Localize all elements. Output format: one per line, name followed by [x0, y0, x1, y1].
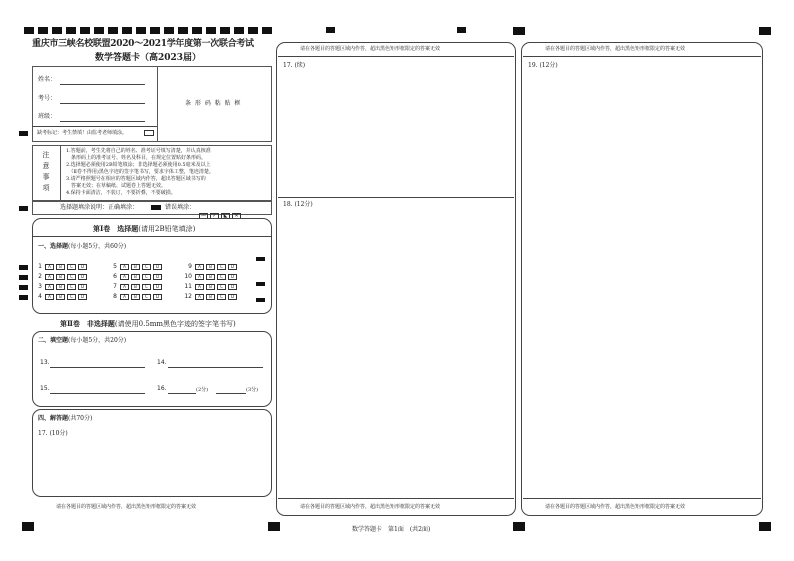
class-label: 班级：: [38, 113, 57, 120]
option-bubble[interactable]: B: [131, 294, 140, 300]
option-bubble[interactable]: C: [67, 274, 76, 280]
q17-cont-area[interactable]: [278, 57, 514, 197]
timing-mark: [513, 522, 525, 531]
option-bubble[interactable]: C: [67, 264, 76, 270]
q16-answer-line-2[interactable]: [216, 393, 246, 394]
option-bubble[interactable]: D: [78, 264, 87, 270]
option-bubble[interactable]: C: [217, 294, 226, 300]
section1-separator: [32, 236, 272, 237]
option-bubble[interactable]: D: [228, 294, 237, 300]
middle-footer-note: 请在各题目的答题区域内作答，超出黑色矩形框限定的答案无效: [300, 504, 441, 510]
class-field[interactable]: [60, 121, 145, 122]
option-bubble[interactable]: D: [228, 284, 237, 290]
section1-title: 第Ⅰ卷 选择题(请用2B铅笔填涂): [93, 224, 196, 233]
q13-label: 13.: [40, 359, 50, 366]
right-footer-separator: [523, 498, 761, 499]
q19-label: 19. (12分): [528, 62, 558, 69]
q18-label: 18. (12分): [283, 201, 313, 208]
option-bubble[interactable]: C: [217, 264, 226, 270]
option-bubble[interactable]: A: [195, 264, 204, 270]
option-bubble[interactable]: C: [142, 264, 151, 270]
option-bubble[interactable]: B: [206, 274, 215, 280]
option-bubble[interactable]: A: [45, 294, 54, 300]
timing-mark: [19, 295, 28, 300]
timing-marks-top: [24, 27, 274, 34]
timing-mark: [759, 27, 771, 35]
solve-title: 四、解答题(共70分): [38, 415, 93, 422]
notice-line: 4.保持卡面清洁，不装订，不要折叠，不要破损。: [66, 190, 176, 196]
page-footer: 数学答题卡 第1面 (共2面): [352, 526, 431, 533]
option-bubble[interactable]: B: [56, 274, 65, 280]
option-bubble[interactable]: B: [131, 284, 140, 290]
q16-label: 16.: [157, 385, 167, 392]
absent-separator: [32, 126, 157, 127]
option-bubble[interactable]: B: [206, 284, 215, 290]
exam-title: 重庆市三峡名校联盟2020～2021学年度第一次联合考试: [32, 39, 254, 49]
option-bubble[interactable]: C: [67, 284, 76, 290]
q16-part2: (3分): [246, 387, 259, 393]
q17-label: 17. (10分): [38, 430, 68, 437]
option-bubble[interactable]: D: [228, 274, 237, 280]
timing-mark: [256, 282, 265, 286]
option-bubble[interactable]: A: [195, 294, 204, 300]
option-bubble[interactable]: D: [153, 264, 162, 270]
exam-no-label: 考号：: [38, 95, 57, 102]
q17-cont-label: 17. (续): [283, 62, 306, 69]
option-bubble[interactable]: A: [120, 264, 129, 270]
option-bubble[interactable]: C: [67, 294, 76, 300]
timing-mark: [457, 27, 466, 33]
option-bubble[interactable]: A: [45, 274, 54, 280]
notice-line: （Ⅱ卷不得用)黑色字迹的签字笔书写，要求字体工整，笔迹清楚。: [66, 169, 214, 175]
right-footer-note: 请在各题目的答题区域内作答，超出黑色矩形框限定的答案无效: [545, 504, 686, 510]
notice-line: 2.选择题必须使用2B铅笔填涂；非选择题必须使用0.5毫米及以上: [66, 162, 211, 168]
timing-mark: [19, 131, 28, 136]
option-bubble[interactable]: D: [78, 284, 87, 290]
option-bubble[interactable]: C: [142, 294, 151, 300]
fill-correct-label: 选择题填涂说明：正确填涂：: [60, 204, 139, 211]
option-bubble[interactable]: B: [206, 294, 215, 300]
choice-part-title: 一、选择题(每小题5分，共60分): [38, 243, 127, 250]
q14-label: 14.: [157, 359, 167, 366]
timing-mark: [19, 285, 28, 290]
section2-title: 第Ⅱ卷 非选择题(请使用0.5mm黑色字迹的签字笔书写): [60, 319, 236, 328]
correct-fill-sample: [151, 205, 161, 210]
wrong-fill-samples: — ✓ ◣ ✕: [199, 205, 243, 224]
notice-title: 注 意 事 项: [42, 151, 50, 192]
q19-area[interactable]: [523, 57, 761, 498]
option-bubble[interactable]: A: [45, 264, 54, 270]
timing-mark: [19, 275, 28, 280]
option-bubble[interactable]: D: [153, 294, 162, 300]
fill-wrong-label: 错误填涂：: [165, 204, 196, 211]
option-bubble[interactable]: B: [56, 294, 65, 300]
middle-header-note: 请在各题目的答题区域内作答，超出黑色矩形框限定的答案无效: [300, 46, 441, 52]
timing-mark: [19, 206, 28, 211]
notice-line: 答案无效；在草稿纸、试题卷上答题无效。: [66, 183, 167, 189]
option-bubble[interactable]: C: [217, 284, 226, 290]
option-bubble[interactable]: D: [153, 274, 162, 280]
option-bubble[interactable]: C: [142, 274, 151, 280]
exam-subtitle: 数学答题卡（高2023届）: [95, 53, 202, 63]
option-bubble[interactable]: C: [217, 274, 226, 280]
timing-mark: [268, 522, 280, 531]
option-bubble[interactable]: D: [153, 284, 162, 290]
timing-mark: [22, 522, 34, 531]
option-bubble[interactable]: A: [120, 294, 129, 300]
q13-answer-line[interactable]: [50, 367, 145, 368]
notice-divider: [60, 145, 61, 201]
timing-mark: [19, 265, 28, 270]
timing-mark: [513, 27, 525, 35]
option-bubble[interactable]: D: [228, 264, 237, 270]
option-bubble[interactable]: A: [45, 284, 54, 290]
option-bubble[interactable]: B: [206, 264, 215, 270]
q18-area[interactable]: [278, 198, 514, 498]
right-header-note: 请在各题目的答题区域内作答，超出黑色矩形框限定的答案无效: [545, 46, 686, 52]
option-bubble[interactable]: A: [120, 274, 129, 280]
q14-answer-line[interactable]: [168, 367, 263, 368]
option-bubble[interactable]: A: [195, 284, 204, 290]
name-field[interactable]: [60, 84, 145, 85]
notice-line: 条形码上的准考证号、姓名及科目，在规定位置贴好条形码。: [66, 155, 207, 161]
option-bubble[interactable]: B: [56, 264, 65, 270]
q15-answer-line[interactable]: [50, 393, 145, 394]
option-bubble[interactable]: B: [131, 264, 140, 270]
option-bubble[interactable]: D: [78, 274, 87, 280]
barcode-divider: [157, 66, 158, 142]
option-bubble[interactable]: B: [56, 284, 65, 290]
option-bubble[interactable]: C: [142, 284, 151, 290]
timing-mark: [256, 298, 265, 302]
option-bubble[interactable]: B: [131, 274, 140, 280]
option-bubble[interactable]: A: [195, 274, 204, 280]
name-label: 姓名：: [38, 76, 57, 83]
solve-panel: [32, 409, 272, 497]
timing-mark: [326, 27, 335, 33]
absent-label: 缺考标记：考生禁填！由监考老师填涂。: [37, 130, 128, 136]
option-bubble[interactable]: D: [78, 294, 87, 300]
option-bubble[interactable]: A: [120, 284, 129, 290]
left-footer-note: 请在各题目的答题区域内作答，超出黑色矩形框限定的答案无效: [56, 504, 197, 510]
fill-blank-title: 二、填空题(每小题5分，共20分): [38, 337, 127, 344]
q16-part1: (2分): [196, 387, 209, 393]
timing-mark: [759, 522, 771, 531]
timing-mark: [256, 257, 265, 261]
exam-no-field[interactable]: [60, 103, 145, 104]
notice-line: 1.答题前，考生先将自己的姓名、准考证号填写清楚，并认真核准: [66, 148, 211, 154]
q15-label: 15.: [40, 385, 50, 392]
barcode-label: 条 形 码 粘 贴 框: [185, 100, 242, 107]
q16-answer-line-1[interactable]: [168, 393, 196, 394]
absent-checkbox[interactable]: [144, 130, 154, 136]
notice-line: 3.请严格照题号在相应的答题区域内作答，超出答题区域书写的: [66, 176, 206, 182]
middle-footer-separator: [278, 498, 514, 499]
